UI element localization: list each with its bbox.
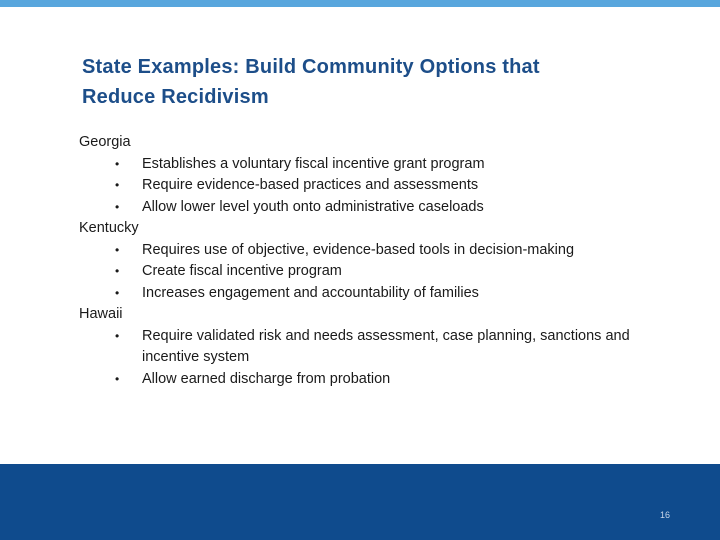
state-section-kentucky bbox=[79, 218, 679, 304]
bullet-text: Allow earned discharge from probation bbox=[142, 370, 391, 387]
slide-title bbox=[82, 52, 682, 112]
bullet-dot-icon: • bbox=[115, 285, 120, 300]
top-accent-bar bbox=[0, 0, 720, 7]
bullet-dot-icon: • bbox=[115, 199, 120, 214]
state-section-hawaii bbox=[79, 304, 679, 390]
slide-title-line-2: Reduce Recidivism bbox=[82, 86, 269, 108]
bullet-dot-icon: • bbox=[115, 371, 120, 386]
bullet-text: Increases engagement and accountability of families bbox=[142, 284, 479, 301]
bullet-item bbox=[79, 197, 662, 219]
bullet-list bbox=[79, 240, 679, 305]
bullet-item bbox=[79, 175, 662, 197]
state-section-georgia bbox=[79, 132, 679, 218]
page-number: 16 bbox=[660, 510, 671, 520]
bullet-item bbox=[79, 326, 662, 369]
bullet-item bbox=[79, 261, 662, 283]
bullet-item bbox=[79, 240, 662, 262]
bullet-text: Require validated risk and needs assessment, case planning, sanctions and incentive system bbox=[142, 327, 630, 365]
bullet-dot-icon: • bbox=[115, 328, 120, 343]
bullet-item bbox=[79, 283, 662, 305]
bullet-text: Create fiscal incentive program bbox=[142, 263, 342, 279]
bullet-item bbox=[79, 154, 662, 176]
slide-title-line-1: State Examples: Build Community Options that bbox=[82, 56, 540, 78]
bullet-dot-icon: • bbox=[115, 264, 120, 278]
bullet-list bbox=[79, 154, 679, 219]
footer-bar bbox=[0, 464, 720, 540]
bullet-list bbox=[79, 326, 679, 391]
bullet-text: Establishes a voluntary fiscal incentive grant program bbox=[142, 155, 485, 172]
bullet-text: Requires use of objective, evidence-based tools in decision-making bbox=[142, 241, 575, 258]
state-heading: Kentucky bbox=[79, 220, 139, 236]
bullet-dot-icon: • bbox=[115, 178, 120, 192]
slide-content bbox=[79, 132, 679, 390]
bullet-dot-icon: • bbox=[115, 156, 120, 171]
bullet-text: Allow lower level youth onto administrative caseloads bbox=[142, 198, 484, 215]
bullet-text: Require evidence-based practices and assessments bbox=[142, 177, 479, 193]
bullet-item bbox=[79, 369, 662, 391]
state-heading: Hawaii bbox=[79, 306, 123, 322]
state-heading: Georgia bbox=[79, 134, 131, 150]
bullet-dot-icon: • bbox=[115, 242, 120, 257]
